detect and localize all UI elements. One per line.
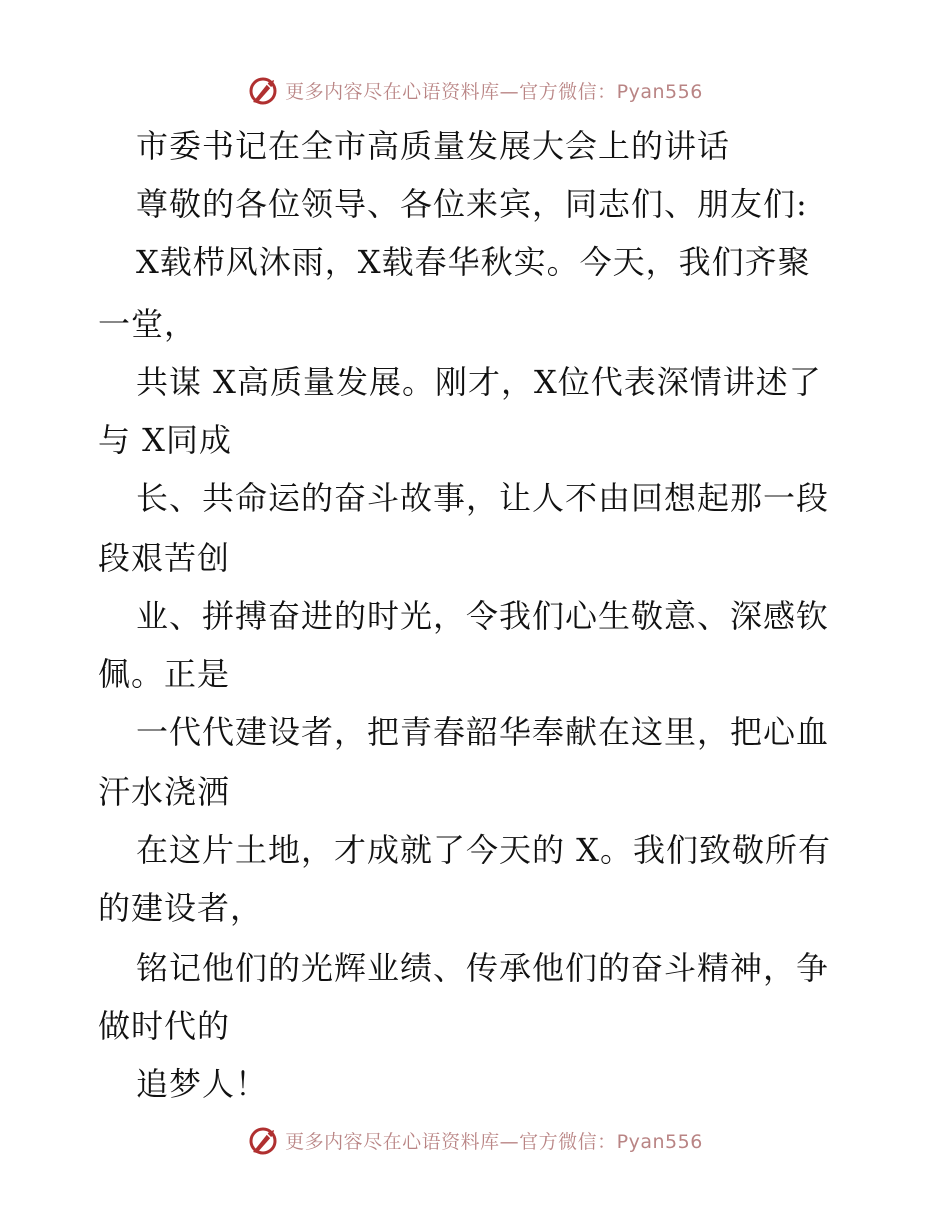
pen-nib-logo-icon <box>247 1124 279 1156</box>
text-line: 一堂， <box>98 305 198 343</box>
text-line: 共谋 X高质量发展。刚才，X位代表深情讲述了 <box>136 363 822 401</box>
footer-banner-text: 更多内容尽在心语资料库—官方微信：Pyan556 <box>285 1130 703 1153</box>
text-line: 的建设者， <box>98 889 264 927</box>
text-line: 铭记他们的光辉业绩、传承他们的奋斗精神，争 <box>136 949 830 987</box>
header-banner <box>0 72 950 108</box>
text-line: 汗水浇洒 <box>98 773 231 811</box>
text-line: 尊敬的各位领导、各位来宾，同志们、朋友们: <box>136 185 808 223</box>
text-line: 与 X同成 <box>98 421 232 459</box>
text-line: 业、拼搏奋进的时光，令我们心生敬意、深感钦 <box>136 597 830 635</box>
text-line: 一代代建设者，把青春韶华奉献在这里，把心血 <box>136 713 830 751</box>
text-line: 段艰苦创 <box>98 539 231 577</box>
text-line: X载栉风沐雨，X载春华秋实。今天，我们齐聚 <box>136 243 811 281</box>
document-title: 市委书记在全市高质量发展大会上的讲话 <box>136 127 731 165</box>
text-line: 在这片土地，才成就了今天的 X。我们致敬所有 <box>136 831 831 869</box>
header-banner-text: 更多内容尽在心语资料库—官方微信：Pyan556 <box>285 80 703 103</box>
pen-nib-logo-icon <box>247 74 279 106</box>
footer-banner <box>0 1122 950 1158</box>
text-line: 长、共命运的奋斗故事，让人不由回想起那一段 <box>136 479 830 517</box>
text-line: 做时代的 <box>98 1007 231 1045</box>
text-line: 追梦人！ <box>136 1065 269 1103</box>
text-line: 佩。正是 <box>98 655 231 693</box>
